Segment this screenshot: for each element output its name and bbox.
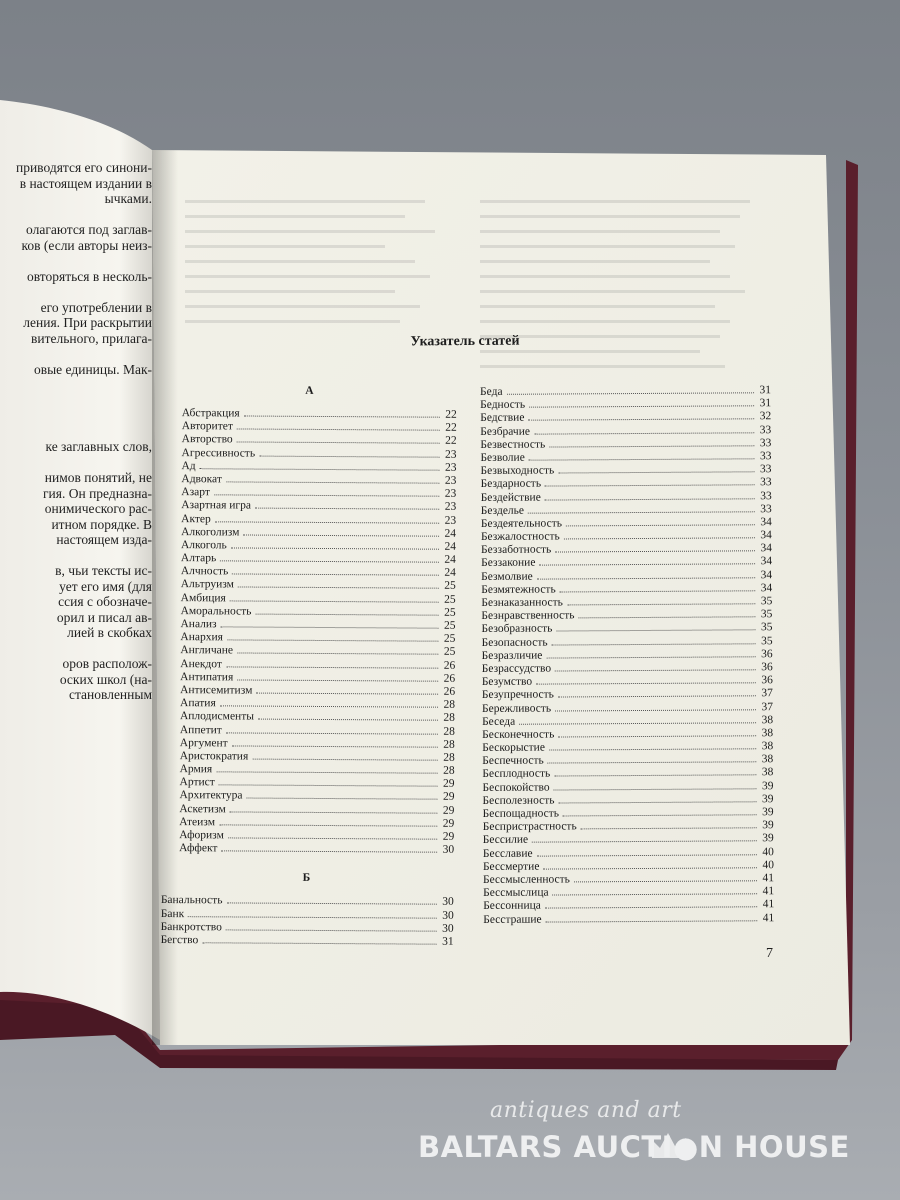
entry-term: Амбиция [180,591,226,605]
entry-term: Безбрачие [480,425,531,438]
left-page-line [0,548,152,564]
entry-leader-dots [528,419,754,421]
entry-page: 30 [442,922,454,935]
entry-page: 23 [444,474,457,487]
entry-page: 24 [444,553,456,566]
entry-term: Бессмертие [482,860,540,873]
entry-term: Бездействие [480,491,541,504]
entry-leader-dots [202,942,436,944]
entry-term: Бесплодность [482,767,551,781]
left-page-line: нимов понятий, не [44,470,152,485]
entry-leader-dots [258,719,438,721]
entry-term: Бережливость [481,702,552,715]
entry-page: 39 [762,832,774,845]
entry-leader-dots [560,590,756,592]
entry-term: Безобразность [481,622,553,636]
left-page-line: овторяться в несколь- [27,268,152,284]
entry-term: Аргумент [179,736,228,750]
entry-term: Анализ [180,618,217,631]
entry-page: 30 [442,896,454,909]
entry-page: 35 [760,608,773,621]
entries-a [159,407,457,857]
index-entry [159,894,454,909]
entry-page: 34 [760,516,772,529]
entry-page: 26 [443,685,456,698]
entry-leader-dots [243,534,439,536]
entry-page: 35 [761,634,773,647]
index-entry [159,842,454,857]
left-page-line: становленным [68,687,152,702]
entry-term: Бессонница [483,899,541,913]
entry-term: Банальность [160,894,223,907]
entry-page: 23 [444,514,457,527]
entry-page: 35 [760,621,773,634]
entry-page: 30 [442,909,454,922]
entry-leader-dots [549,445,754,447]
entries-b [159,894,454,949]
left-page-line: ует его имя (для [59,578,152,594]
entry-page: 32 [759,410,772,423]
entry-page: 22 [445,435,457,448]
entry-leader-dots [226,732,438,734]
entry-page: 38 [761,766,774,779]
entry-leader-dots [230,600,439,602]
entry-leader-dots [226,929,437,931]
entry-page: 36 [761,674,773,687]
entry-page: 33 [760,502,772,515]
entry-term: Бесславие [482,847,533,860]
entry-page: 31 [759,384,772,397]
entry-page: 38 [761,727,774,740]
left-page-line [0,284,152,300]
entry-leader-dots [237,429,440,431]
entry-leader-dots [226,481,439,483]
entry-term: Аплодисменты [179,710,255,723]
left-page-line: лией в скобках [67,625,152,640]
entry-page: 23 [445,448,457,461]
entry-page: 25 [443,632,456,645]
entry-leader-dots [546,920,758,922]
entry-leader-dots [549,748,756,750]
entry-term: Адвокат [181,473,222,486]
watermark-subtitle: antiques and art [490,1098,682,1123]
entry-term: Анархия [180,631,223,644]
entry-page: 28 [443,725,455,738]
entry-page: 33 [760,489,772,502]
entry-leader-dots [558,801,756,803]
entry-term: Ад [181,459,196,472]
entry-term: Аморальность [180,604,252,618]
entry-leader-dots [237,679,438,681]
left-page-line: приводятся его синони- [15,160,152,175]
entry-term: Афоризм [179,829,224,842]
entry-page: 38 [761,740,774,753]
entry-page: 28 [443,698,456,711]
entry-leader-dots [232,574,439,576]
entry-page: 39 [762,819,774,832]
entry-leader-dots [232,745,438,747]
entry-term: Абстракция [181,407,240,420]
entry-page: 31 [442,935,454,948]
entry-page: 33 [759,436,772,450]
entry-page: 22 [445,421,457,434]
left-page-line [0,393,152,409]
left-page-line: в настоящем издании в [19,175,152,191]
entry-leader-dots [555,551,755,553]
entry-page: 29 [443,777,455,791]
entry-term: Безнравственность [481,609,575,623]
entry-leader-dots [558,735,756,737]
entries-right [476,384,774,926]
entry-term: Азартная игра [181,499,252,512]
entry-page: 25 [444,606,456,619]
entry-term: Бессмыслица [483,886,549,900]
entry-term: Бесстрашие [483,913,542,926]
entry-term: Азарт [181,486,210,499]
entry-term: Бессилие [482,834,529,847]
entry-page: 29 [442,804,455,817]
entry-leader-dots [552,643,756,645]
entry-leader-dots [554,788,757,790]
entry-page: 25 [443,619,456,632]
left-page-line: вительного, прилага- [30,330,152,346]
left-page-line: онимического рас- [44,501,152,516]
entry-term: Аскетизм [179,802,226,816]
entry-term: Беседа [482,715,516,728]
left-page-line [0,377,152,393]
entry-leader-dots [221,626,439,628]
entry-term: Банкротство [160,920,222,934]
left-page-line [0,641,152,657]
entry-leader-dots [256,693,438,695]
entry-page: 24 [444,527,457,540]
entry-term: Беспристрастность [482,820,577,834]
entry-page: 24 [444,540,457,553]
letter-heading-a: А [305,384,314,397]
entry-leader-dots [555,709,756,711]
entry-leader-dots [553,893,758,895]
left-page-line: в, чьи тексты ис- [55,563,152,578]
entry-leader-dots [231,547,439,549]
left-page-text [0,160,152,703]
entry-page: 39 [761,793,774,806]
entry-leader-dots [230,811,438,813]
entry-leader-dots [219,824,437,826]
entry-leader-dots [220,560,439,562]
entry-page: 31 [759,397,772,410]
entry-leader-dots [507,392,754,395]
entry-page: 33 [759,423,772,436]
entry-page: 39 [762,806,774,819]
entry-leader-dots [548,762,757,764]
entry-term: Авторитет [181,420,233,433]
entry-leader-dots [567,603,755,605]
entry-term: Алтарь [180,552,217,565]
entry-leader-dots [255,613,438,615]
entry-leader-dots [220,705,438,707]
entry-page: 36 [761,661,773,674]
entry-term: Безмятежность [481,583,556,596]
entry-leader-dots [252,758,437,760]
entry-leader-dots [238,587,439,589]
entry-page: 40 [762,845,774,858]
entry-term: Беспечность [482,754,544,768]
entry-leader-dots [221,851,437,853]
left-page-line: олагаются под заглав- [26,222,152,237]
entry-leader-dots [543,867,757,869]
entry-term: Бегство [160,933,199,947]
entry-page: 38 [761,753,774,766]
entry-term: Англичане [180,644,234,657]
entry-term: Альтруизм [180,578,234,591]
entry-page: 33 [759,463,772,476]
entry-leader-dots [219,785,438,787]
left-page-line: ков (если авторы неиз- [21,237,152,253]
entry-leader-dots [244,415,440,417]
entry-term: Безнаказанность [481,596,563,609]
entry-page: 29 [442,817,455,830]
entry-page: 36 [761,647,773,661]
entry-term: Бесполезность [482,794,555,807]
entry-term: Бездеятельность [480,517,562,530]
left-page-line: ления. При раскрытии [23,315,152,330]
entry-term: Безмолвие [481,570,533,583]
entry-term: Атеизм [179,815,216,829]
entry-term: Безупречность [481,688,554,702]
left-page-line: ке заглавных слов, [45,439,152,454]
entry-page: 23 [444,501,457,514]
index-entry [159,921,454,936]
entry-term: Безволие [480,451,525,464]
entry-leader-dots [255,508,439,510]
entry-leader-dots [215,521,439,523]
entry-leader-dots [226,666,438,668]
entry-term: Бессмысленность [482,873,570,886]
entry-leader-dots [545,485,755,487]
entry-leader-dots [558,696,756,698]
entry-term: Алчность [180,565,229,578]
entry-leader-dots [556,630,755,632]
entry-term: Беззаконие [481,557,536,570]
entry-term: Аппетит [179,723,222,736]
entry-page: 35 [760,595,773,608]
entry-term: Авторство [181,433,233,446]
index-entry [159,934,454,949]
entry-leader-dots [554,775,756,777]
left-page-line [0,424,152,440]
entry-leader-dots [536,682,756,684]
entry-term: Алкоголизм [181,525,240,539]
index-title: Указатель статей [410,333,520,350]
left-page-line: итном порядке. В [51,516,152,532]
left-page-line: оров располож- [62,656,152,671]
entry-leader-dots [558,471,754,473]
entry-term: Безразличие [481,649,543,662]
page-number: 7 [766,946,773,961]
entry-term: Бедствие [480,412,525,425]
index-entry [479,912,774,927]
entry-leader-dots [539,564,755,566]
entry-page: 30 [442,843,455,856]
entry-leader-dots [563,814,757,816]
entry-term: Бездарность [480,477,542,491]
left-page-line: овые единицы. Мак- [33,361,152,377]
entry-leader-dots [581,827,757,829]
entry-term: Безопасность [481,636,548,649]
entry-leader-dots [200,468,440,470]
entry-page: 23 [444,461,457,474]
entry-leader-dots [529,405,754,407]
entry-page: 34 [760,555,773,568]
entry-leader-dots [246,798,437,800]
entry-leader-dots [519,722,756,724]
entry-term: Беспощадность [482,807,560,820]
entry-term: Безвыходность [480,464,555,478]
left-page-line [0,455,152,471]
entry-leader-dots [528,511,755,513]
entry-leader-dots [214,494,439,496]
entry-term: Армия [179,763,213,776]
entry-page: 34 [760,542,773,555]
entry-leader-dots [532,841,757,843]
entry-page: 41 [762,885,775,898]
left-page-line: оских школ (на- [59,671,152,687]
entry-leader-dots [534,432,754,434]
left-page-line: орил и писал ав- [56,609,152,625]
entry-page: 28 [443,751,455,764]
left-page-line [0,346,152,362]
entry-page: 25 [443,646,456,659]
index-entry [162,447,457,462]
entry-term: Антипатия [180,670,234,684]
entry-page: 41 [762,872,775,885]
entry-page: 22 [445,408,457,421]
entry-page: 37 [761,687,773,700]
entry-leader-dots [574,880,757,882]
entry-leader-dots [546,656,755,658]
entry-leader-dots [578,616,755,618]
entry-page: 29 [442,791,455,804]
entry-term: Безделье [480,504,525,517]
entry-page: 26 [443,672,456,685]
entry-leader-dots [188,916,437,919]
entry-term: Аффект [179,842,218,855]
entry-term: Артист [179,776,215,789]
entry-term: Безрассудство [481,662,552,675]
entry-term: Аристократия [179,749,249,763]
index-column-left [159,382,457,949]
entry-page: 38 [761,713,774,726]
entry-term: Архитектура [179,789,243,802]
entry-term: Безжалостность [480,530,560,544]
entry-page: 41 [762,898,775,911]
left-page-line: ссия с обозначе- [58,594,152,609]
entry-leader-dots [237,442,440,444]
entry-term: Агрессивность [181,446,256,460]
entry-term: Банк [160,907,185,920]
entry-term: Анекдот [180,657,222,670]
left-page-line: гия. Он предназна- [43,485,152,501]
entry-page: 39 [761,779,774,792]
letter-heading-b: Б [302,872,311,885]
entry-leader-dots [537,577,755,579]
entry-leader-dots [226,903,436,905]
entry-page: 24 [444,566,456,580]
entry-page: 28 [443,712,455,725]
entry-page: 29 [442,830,455,843]
left-page-line [0,207,152,223]
left-page-line: его употреблении в [40,299,152,315]
entry-page: 34 [760,529,772,542]
left-page-line [0,253,152,269]
entry-term: Беспокойство [482,781,550,794]
entry-page: 34 [760,568,773,581]
index-column-right [476,384,774,926]
entry-term: Алкоголь [180,538,227,552]
entry-page: 40 [762,858,774,872]
entry-leader-dots [564,537,755,539]
entry-term: Апатия [180,697,216,710]
entry-term: Безвестность [480,438,546,451]
entry-page: 33 [759,450,772,463]
entry-page: 37 [761,700,774,713]
left-page-line [0,408,152,424]
entry-term: Бесконечность [482,728,555,741]
watermark-title: BALTARS AUCTI●N HOUSE [418,1130,850,1164]
entry-term: Актер [181,512,211,525]
left-page-line: ычками. [104,191,152,206]
entry-page: 28 [443,764,455,777]
entry-leader-dots [566,524,755,526]
entry-page: 28 [443,738,455,751]
entry-leader-dots [227,640,438,642]
entry-term: Беда [479,385,503,398]
entry-leader-dots [529,458,755,460]
entry-page: 34 [760,582,773,595]
left-page-line: настоящем изда- [56,532,152,547]
entry-page: 26 [443,659,456,672]
entry-page: 41 [762,911,775,924]
entry-page: 33 [760,476,772,489]
entry-leader-dots [259,455,439,457]
entry-term: Беззаботность [480,543,552,557]
entry-term: Антисемитизм [180,684,253,697]
entry-page: 23 [444,487,457,500]
entry-term: Безумство [481,675,533,689]
entry-term: Бескорыстие [482,741,545,755]
entry-leader-dots [228,837,437,839]
entry-leader-dots [555,669,756,671]
entry-leader-dots [545,498,755,500]
entry-page: 25 [444,580,456,593]
entry-page: 25 [444,593,456,606]
entry-leader-dots [545,907,757,909]
entry-term: Бедность [480,398,526,412]
entry-leader-dots [216,771,437,773]
entry-leader-dots [237,653,438,655]
entry-leader-dots [537,854,757,856]
